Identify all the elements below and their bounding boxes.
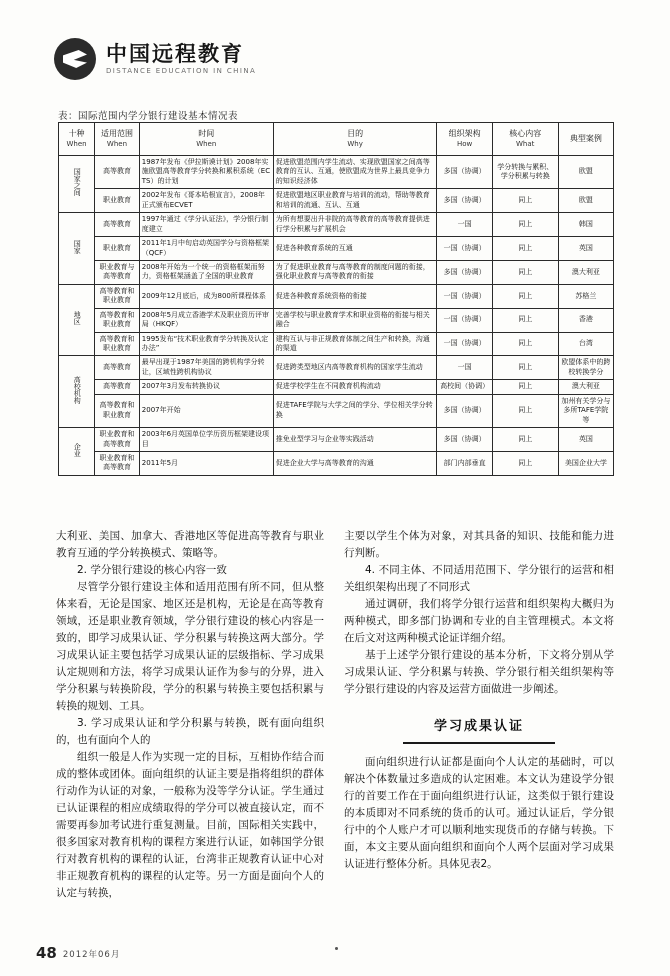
row-core: 同上 [492,308,558,332]
article-column-left [56,528,324,902]
row-core: 同上 [492,213,558,237]
row-group-cell: 国家之间 [59,156,95,213]
row-why: 完善学校与职业教育学术和职业资格的衔接与相关融合 [273,308,437,332]
page-number: 48 [36,944,57,962]
row-case: 香港 [558,308,613,332]
row-why: 促进跨类型地区内高等教育机构的国家学生流动 [273,356,437,380]
credit-bank-table [58,122,614,476]
row-core: 同上 [492,380,558,394]
paragraph: 通过调研，我们将学分银行运营和组织架构大概归为两种模式，即多部门协调和专业的自主管理模式。本文将在后文对这两种模式论证详细介绍。 [344,598,614,644]
table-caption: 表：国际范围内学分银行建设基本情况表 [58,111,239,122]
row-scope: 职业教育和高等教育 [95,428,140,452]
row-why: 为了促进职业教育与高等教育的制度问题的衔接，强化职业教育与高等教育的衔接 [273,260,437,284]
row-org: 多国（协调） [437,394,492,427]
row-when: 2007年3月发布转换协议 [139,380,273,394]
row-when: 2008年5月成立香港学术及职业资历评审局（HKQF） [139,308,273,332]
row-core: 同上 [492,260,558,284]
row-scope: 高等教育 [95,380,140,394]
row-core: 同上 [492,189,558,213]
table-row [59,284,614,308]
table-row [59,332,614,356]
row-when: 2011年5月 [139,451,273,475]
row-org: 一国（协调） [437,284,492,308]
row-core: 同上 [492,237,558,261]
section-heading: 学习成果认证 [403,712,555,744]
table-row [59,213,614,237]
row-case: 英国 [558,428,613,452]
row-why: 为所有想要出升非院的高等教育的高等教育提供进行学分积累与扩展机会 [273,213,437,237]
row-org: 多国（协调） [437,189,492,213]
row-org: 部门内部垂直 [437,451,492,475]
row-when: 2009年12月底后，成为800所课程体系 [139,284,273,308]
row-when: 最早出现于1987年美国的跨机构学分转让，区域性跨机构协议 [139,356,273,380]
row-case: 澳大利亚 [558,260,613,284]
paragraph: 主要以学生个体为对象，对其具备的知识、技能和能力进行判断。 [344,530,614,559]
row-why: 促进欧盟范围内学生流动、实现欧盟国家之间高等教育的互认、互通，使欧盟成为世界上最具竞争力的知识经济体 [273,156,437,189]
row-case: 台湾 [558,332,613,356]
journal-title: 中国远程教育 [106,41,244,66]
row-core: 同上 [492,332,558,356]
table-row [59,189,614,213]
row-when: 1995发布“技术职业教育学分转换及认定办法” [139,332,273,356]
row-case: 欧盟 [558,189,613,213]
row-when: 2008年开始为一个统一的资格框架而努力，资格框架涵盖了全国的职业教育 [139,260,273,284]
row-scope: 高等教育 [95,213,140,237]
masthead [54,38,256,80]
row-case: 苏格兰 [558,284,613,308]
row-group-cell: 地区 [59,284,95,356]
row-core: 同上 [492,356,558,380]
table-row [59,380,614,394]
row-org: 多国（协调） [437,428,492,452]
th-why: 目的 Why [273,123,437,156]
row-scope: 职业教育 [95,237,140,261]
table-row [59,394,614,427]
row-scope: 高等教育 [95,156,140,189]
row-core: 同上 [492,428,558,452]
row-group-cell: 企业 [59,428,95,476]
row-org: 高校间（协调） [437,380,492,394]
table-wrapper [58,122,614,476]
row-scope: 高等教育和职业教育 [95,308,140,332]
th-what: 核心内容 What [492,123,558,156]
row-scope: 职业教育与高等教育 [95,260,140,284]
issue-date: 2012年06月 [62,950,121,960]
article-column-right [344,528,614,873]
row-when: 2003年6月英国单位学历资历框架建设项目 [139,428,273,452]
row-when: 1987年发布《伊拉斯谟计划》2008年实施欧盟高等教育学分转换和累积系统（ECTS）的计划 [139,156,273,189]
paragraph: 基于上述学分银行建设的基本分析，下文将分别从学习成果认证、学分积累与转换、学分银行相关组织架构等学分银行建设的内容及运营方面做进一步阐述。 [344,649,614,695]
row-case: 欧盟 [558,156,613,189]
table-row [59,428,614,452]
row-why: 促进各种教育系统的互通 [273,237,437,261]
row-case: 加州有关学分与多所TAFE学院等 [558,394,613,427]
row-case: 韩国 [558,213,613,237]
table-row [59,451,614,475]
row-org: 一国（协调） [437,308,492,332]
row-why: 推免业型学习与企业等实践活动 [273,428,437,452]
row-org: 一国 [437,356,492,380]
masthead-text [106,43,256,75]
row-case: 欧盟体系中的跨校转换学分 [558,356,613,380]
paragraph: 尽管学分银行建设主体和适用范围有所不同，但从整体来看，无论是国家、地区还是机构，无论是在高等教育领域，还是职业教育领域，学分银行建设的核心内容是一致的，即学习成果认证、学分积累与转换这两大部分。学习成果认证主要包括学习成果认证的层级指标、学习成果认定规则和方法，将学习成果认证作为参与的分界，进入学分积累与转换阶段，学分的积累与转换主要包括积累与转换的规划、工具。 [56,581,324,712]
th-how: 组织架构 How [437,123,492,156]
th-when: 时间 When [139,123,273,156]
paragraph: 大利亚、美国、加拿大、香港地区等促进高等教育与职业教育互通的学分转换模式、策略等。 [56,530,324,559]
th-case: 典型案例 [558,123,613,156]
footer-dot [335,947,338,950]
row-scope: 高等教育和职业教育 [95,284,140,308]
row-case: 美国企业大学 [558,451,613,475]
paragraph: 组织一般是人作为实现一定的目标，互相协作结合而成的整体或团体。面向组织的认证主要是指将组织的群体行动作为认证的对象，一般称为没等学分认证。学生通过已认证课程的相应成绩取得的学分可以被直接认定，而不需要再参加考试进行重复测量。目前，国际相关实践中，很多国家对教育机构的课程方案进行认证，如韩国学分银行对教育机构的课程的认证，台湾非正规教育认证中心对非正规教育机构的课程的认定等。另一方面是面向个人的认定与转换， [56,751,324,899]
row-core: 学分转换与累积、学分积累与转换 [492,156,558,189]
page-footer [36,944,120,962]
row-why: 促进各种教育系统资格的衔接 [273,284,437,308]
row-group-cell: 国家 [59,213,95,285]
row-org: 一国（协调） [437,237,492,261]
paragraph-heading: 3. 学习成果认证和学分积累与转换，既有面向组织的，也有面向个人的 [56,717,324,746]
table-header-row [59,123,614,156]
table-row [59,156,614,189]
row-why: 促进企业大学与高等教育的沟通 [273,451,437,475]
table-row [59,260,614,284]
row-when: 2011年1月中旬启动英国学分与资格框架（QCF） [139,237,273,261]
row-org: 多国（协调） [437,260,492,284]
eagle-emblem-icon [54,38,96,80]
row-why: 建构互认与非正规教育体制之间生产和转换，沟通的渠道 [273,332,437,356]
journal-subtitle: DISTANCE EDUCATION IN CHINA [106,66,257,75]
row-org: 一国（协调） [437,332,492,356]
paragraph-heading: 2. 学分银行建设的核心内容一致 [77,564,227,576]
table-row [59,356,614,380]
row-core: 同上 [492,394,558,427]
row-case: 英国 [558,237,613,261]
row-scope: 高等教育和职业教育 [95,332,140,356]
row-when: 1997年通过《学分认证法》，学分银行制度建立 [139,213,273,237]
row-scope: 高等教育和职业教育 [95,394,140,427]
th-scope: 适用范围 When [95,123,140,156]
row-org: 一国 [437,213,492,237]
row-why: 促进TAFE学院与大学之间的学分、学位相关学分转换 [273,394,437,427]
row-why: 促进学校学生在不同教育机构流动 [273,380,437,394]
row-when: 2002年发布《哥本哈根宣言》，2008年正式颁布ECVET [139,189,273,213]
row-group-cell: 高校机构 [59,356,95,428]
row-core: 同上 [492,451,558,475]
row-why: 促进欧盟地区职业教育与培训的流动，帮助等教育和培训的流通、互认、互通 [273,189,437,213]
row-case: 澳大利亚 [558,380,613,394]
table-row [59,308,614,332]
row-org: 多国（协调） [437,156,492,189]
row-when: 2007年开始 [139,394,273,427]
table-row [59,237,614,261]
paragraph-heading: 4. 不同主体、不同适用范围下、学分银行的运营和相关组织架构出现了不同形式 [344,564,614,593]
paragraph: 面向组织进行认证都是面向个人认定的基础时，可以解决个体数量过多造成的认定困难。本文认为建设学分银行的首要工作在于面向组织进行认证，这类似于银行建设的本质即对不同系统的货币的认可。通过认证后，学分银行中的个人账户才可以顺利地实现货币的存储与转换。下面，本文主要从面向组织和面向个人两个层面对学习成果认证进行整体分析。具体见表2。 [344,756,614,871]
row-core: 同上 [492,284,558,308]
row-scope: 职业教育和高等教育 [95,451,140,475]
row-scope: 高等教育 [95,356,140,380]
th-who: 十种 When [59,123,95,156]
row-scope: 职业教育 [95,189,140,213]
